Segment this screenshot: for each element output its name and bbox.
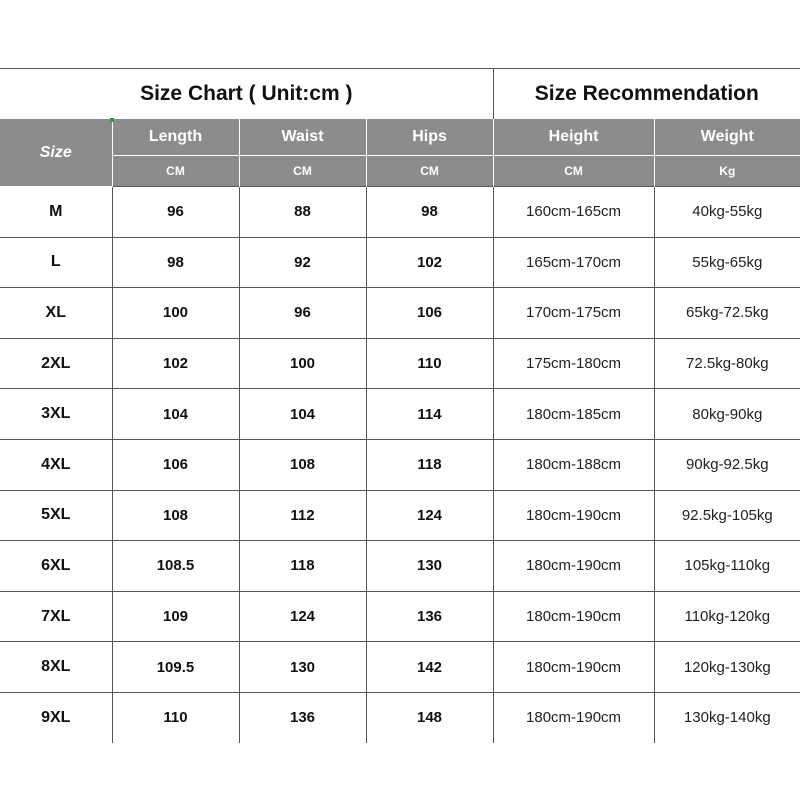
cell-height: 160cm-165cm [493, 187, 654, 238]
cell-length: 109 [112, 591, 239, 642]
cell-hips: 136 [366, 591, 493, 642]
cell-weight: 72.5kg-80kg [654, 338, 800, 389]
cell-height: 180cm-190cm [493, 490, 654, 541]
cell-size: 3XL [0, 389, 112, 440]
cell-size: L [0, 237, 112, 288]
decorative-mark [110, 118, 114, 122]
cell-waist: 136 [239, 692, 366, 742]
size-chart-title: Size Chart ( Unit:cm ) [0, 69, 493, 119]
cell-size: 9XL [0, 692, 112, 742]
cell-height: 175cm-180cm [493, 338, 654, 389]
cell-length: 96 [112, 187, 239, 238]
cell-height: 180cm-190cm [493, 642, 654, 693]
cell-size: 2XL [0, 338, 112, 389]
header-row [0, 119, 800, 156]
cell-weight: 80kg-90kg [654, 389, 800, 440]
unit-length: CM [112, 156, 239, 187]
cell-size: 6XL [0, 541, 112, 592]
cell-length: 110 [112, 692, 239, 742]
cell-height: 180cm-190cm [493, 692, 654, 742]
unit-waist: CM [239, 156, 366, 187]
cell-weight: 105kg-110kg [654, 541, 800, 592]
cell-waist: 92 [239, 237, 366, 288]
cell-waist: 124 [239, 591, 366, 642]
cell-size: XL [0, 288, 112, 339]
cell-length: 102 [112, 338, 239, 389]
cell-height: 170cm-175cm [493, 288, 654, 339]
cell-height: 165cm-170cm [493, 237, 654, 288]
table-row [0, 338, 800, 389]
title-row [0, 69, 800, 119]
cell-size: M [0, 187, 112, 238]
cell-size: 7XL [0, 591, 112, 642]
cell-weight: 55kg-65kg [654, 237, 800, 288]
cell-hips: 142 [366, 642, 493, 693]
cell-waist: 118 [239, 541, 366, 592]
table-row [0, 187, 800, 238]
cell-length: 106 [112, 439, 239, 490]
cell-hips: 118 [366, 439, 493, 490]
cell-height: 180cm-190cm [493, 541, 654, 592]
cell-waist: 100 [239, 338, 366, 389]
table-row [0, 490, 800, 541]
cell-height: 180cm-188cm [493, 439, 654, 490]
cell-length: 98 [112, 237, 239, 288]
header-length: Length [112, 119, 239, 156]
table-row [0, 288, 800, 339]
unit-height: CM [493, 156, 654, 187]
header-waist: Waist [239, 119, 366, 156]
size-table-body [0, 69, 800, 743]
header-hips: Hips [366, 119, 493, 156]
header-height: Height [493, 119, 654, 156]
table-row [0, 541, 800, 592]
unit-hips: CM [366, 156, 493, 187]
cell-weight: 110kg-120kg [654, 591, 800, 642]
size-chart [0, 68, 800, 732]
size-table [0, 69, 800, 743]
header-size: Size [0, 119, 112, 187]
table-row [0, 389, 800, 440]
cell-weight: 65kg-72.5kg [654, 288, 800, 339]
table-row [0, 642, 800, 693]
cell-height: 180cm-190cm [493, 591, 654, 642]
cell-waist: 112 [239, 490, 366, 541]
cell-hips: 124 [366, 490, 493, 541]
header-weight: Weight [654, 119, 800, 156]
table-row [0, 692, 800, 742]
cell-size: 8XL [0, 642, 112, 693]
unit-row [0, 156, 800, 187]
cell-hips: 130 [366, 541, 493, 592]
cell-length: 108.5 [112, 541, 239, 592]
unit-weight: Kg [654, 156, 800, 187]
cell-length: 104 [112, 389, 239, 440]
cell-size: 4XL [0, 439, 112, 490]
cell-waist: 96 [239, 288, 366, 339]
cell-hips: 98 [366, 187, 493, 238]
cell-hips: 114 [366, 389, 493, 440]
cell-weight: 120kg-130kg [654, 642, 800, 693]
cell-length: 108 [112, 490, 239, 541]
cell-length: 109.5 [112, 642, 239, 693]
cell-hips: 106 [366, 288, 493, 339]
cell-length: 100 [112, 288, 239, 339]
cell-weight: 92.5kg-105kg [654, 490, 800, 541]
cell-size: 5XL [0, 490, 112, 541]
size-recommendation-title: Size Recommendation [493, 69, 800, 119]
cell-waist: 108 [239, 439, 366, 490]
cell-height: 180cm-185cm [493, 389, 654, 440]
cell-waist: 130 [239, 642, 366, 693]
table-row [0, 237, 800, 288]
cell-weight: 90kg-92.5kg [654, 439, 800, 490]
cell-weight: 130kg-140kg [654, 692, 800, 742]
cell-waist: 104 [239, 389, 366, 440]
table-row [0, 591, 800, 642]
cell-waist: 88 [239, 187, 366, 238]
cell-hips: 102 [366, 237, 493, 288]
cell-hips: 110 [366, 338, 493, 389]
table-row [0, 439, 800, 490]
cell-hips: 148 [366, 692, 493, 742]
cell-weight: 40kg-55kg [654, 187, 800, 238]
